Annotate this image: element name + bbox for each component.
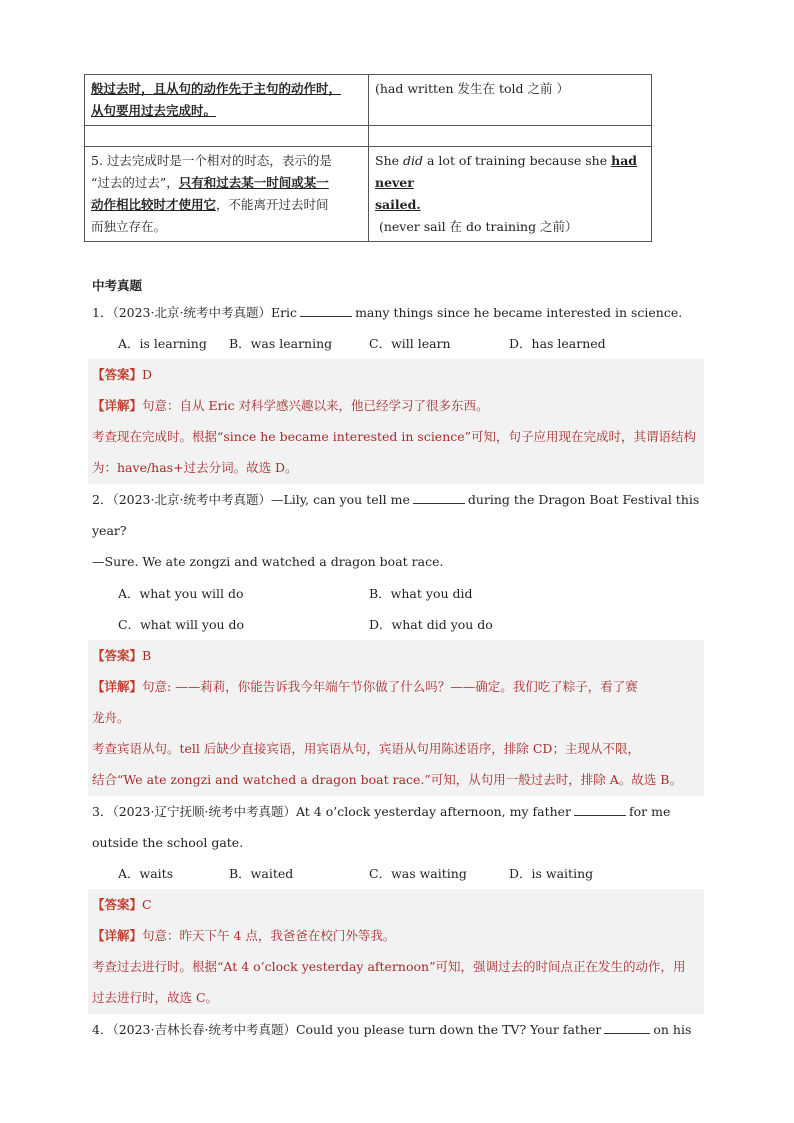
example-text: She (375, 153, 403, 168)
question-text: for me (629, 804, 671, 819)
example-text: a lot of training because she (423, 153, 612, 168)
table-row-empty (85, 126, 652, 147)
answer-block-3 (88, 889, 704, 1014)
detail-line (92, 677, 638, 697)
question-text: on his (653, 1022, 692, 1037)
question-2-stem (92, 490, 699, 510)
detail-text: 句意：自从 Eric 对科学感兴趣以来，他已经学习了很多东西。 (142, 398, 489, 413)
table-cell-empty (369, 126, 652, 147)
answer-block-2 (88, 640, 704, 796)
answer-block-1 (88, 359, 704, 484)
option-a: A．what you will do (118, 586, 244, 601)
answer-blank (413, 491, 465, 504)
option-d: D．has learned (509, 336, 606, 351)
option-b: B．was learning (229, 336, 333, 351)
detail-label: 【详解】 (92, 928, 143, 943)
rule-text-underlined: 般过去时，且从句的动作先于主句的动作时， (91, 81, 342, 96)
question-text: 4．（2023·吉林长春·统考中考真题）Could you please turn down the TV? Your father (92, 1022, 602, 1037)
rule-text: “过去的过去”， (91, 175, 179, 190)
detail-line-cont: 龙舟。 (92, 710, 130, 725)
answer-line (92, 365, 152, 385)
example-note: (never sail 在 do training 之前） (378, 219, 578, 234)
option-d: D．is waiting (509, 866, 594, 881)
question-4-stem (92, 1020, 691, 1040)
rule-text-underlined: 只有和过去某一时间或某一 (178, 175, 329, 190)
answer-label: 【答案】 (92, 367, 143, 382)
section-title: 中考真题 (92, 278, 143, 293)
explanation-line: 考查现在完成时。根据“since he became interested in science”可知，句子应用现在完成时，其谓语结构 (92, 429, 697, 444)
answer-value: C (142, 897, 152, 912)
answer-line (92, 646, 151, 666)
option-b: B．what you did (369, 586, 473, 601)
example-bold-underlined: had never (375, 153, 638, 190)
table-cell-empty (85, 126, 369, 147)
option-c: C．will learn (369, 336, 451, 351)
detail-line (92, 396, 489, 416)
answer-blank (604, 1021, 650, 1034)
answer-value: D (142, 367, 153, 382)
option-c: C．was waiting (369, 866, 467, 881)
table-row (85, 75, 652, 126)
question-3-stem-cont: outside the school gate. (92, 835, 244, 850)
answer-label: 【答案】 (92, 648, 143, 663)
answer-label: 【答案】 (92, 897, 143, 912)
detail-label: 【详解】 (92, 679, 143, 694)
detail-text: 句意：昨天下午 4 点，我爸爸在校门外等我。 (142, 928, 396, 943)
explanation-line: 过去进行时，故选 C。 (92, 990, 219, 1005)
explanation-line: 结合“We ate zongzi and watched a dragon boat race.”可知，从句用一般过去时，排除 A。故选 B。 (92, 772, 682, 787)
question-text: 1．（2023·北京·统考中考真题）Eric (92, 305, 298, 320)
explanation-line: 为：have/has+过去分词。故选 D。 (92, 460, 298, 475)
explanation-line: 考查过去进行时。根据“At 4 o’clock yesterday afternoon”可知，强调过去的时间点正在发生的动作，用 (92, 959, 686, 974)
detail-line (92, 926, 395, 946)
table-cell-rule (85, 147, 369, 242)
question-text: many things since he became interested in science. (355, 305, 683, 320)
rule-text: ，不能离开过去时间 (216, 197, 329, 212)
detail-label: 【详解】 (92, 398, 143, 413)
example-italic: did (403, 153, 424, 168)
rule-text-underlined: 动作相比较时才使用它 (91, 197, 217, 212)
option-a: A．waits (118, 866, 174, 881)
explanation-line: 考查宾语从句。tell 后缺少直接宾语，用宾语从句，宾语从句用陈述语序，排除 CD；主现从不限， (92, 741, 640, 756)
table-cell-example (369, 147, 652, 242)
table-cell-rule (85, 75, 369, 126)
option-a: A．is learning (118, 336, 207, 351)
rule-text-underlined: 从句要用过去完成时。 (91, 103, 217, 118)
detail-text: 句意: ——莉莉，你能告诉我今年端午节你做了什么吗？——确定。我们吃了粽子，看了赛 (142, 679, 638, 694)
grammar-table (84, 74, 652, 242)
answer-blank (300, 304, 352, 317)
rule-text: 而独立存在。 (91, 219, 167, 234)
question-text: 2．（2023·北京·统考中考真题）—Lily, can you tell me (92, 492, 410, 507)
question-1-stem (92, 303, 682, 323)
question-2-stem-cont: year? (92, 523, 127, 538)
question-2-reply: —Sure. We ate zongzi and watched a dragon boat race. (92, 554, 444, 569)
option-c: C．what will you do (118, 617, 245, 632)
question-3-stem (92, 802, 670, 822)
example-bold-underlined: sailed. (375, 197, 421, 212)
answer-value: B (142, 648, 152, 663)
question-text: during the Dragon Boat Festival this (467, 492, 700, 507)
rule-text: 5. 过去完成时是一个相对的时态，表示的是 (91, 153, 332, 168)
example-note: (had written 发生在 told 之前 ） (375, 81, 569, 96)
option-d: D．what did you do (369, 617, 493, 632)
table-cell-example (369, 75, 652, 126)
table-row (85, 147, 652, 242)
answer-line (92, 895, 152, 915)
option-b: B．waited (229, 866, 294, 881)
answer-blank (574, 803, 626, 816)
question-text: 3．（2023·辽宁抚顺·统考中考真题）At 4 o’clock yesterday afternoon, my father (92, 804, 572, 819)
